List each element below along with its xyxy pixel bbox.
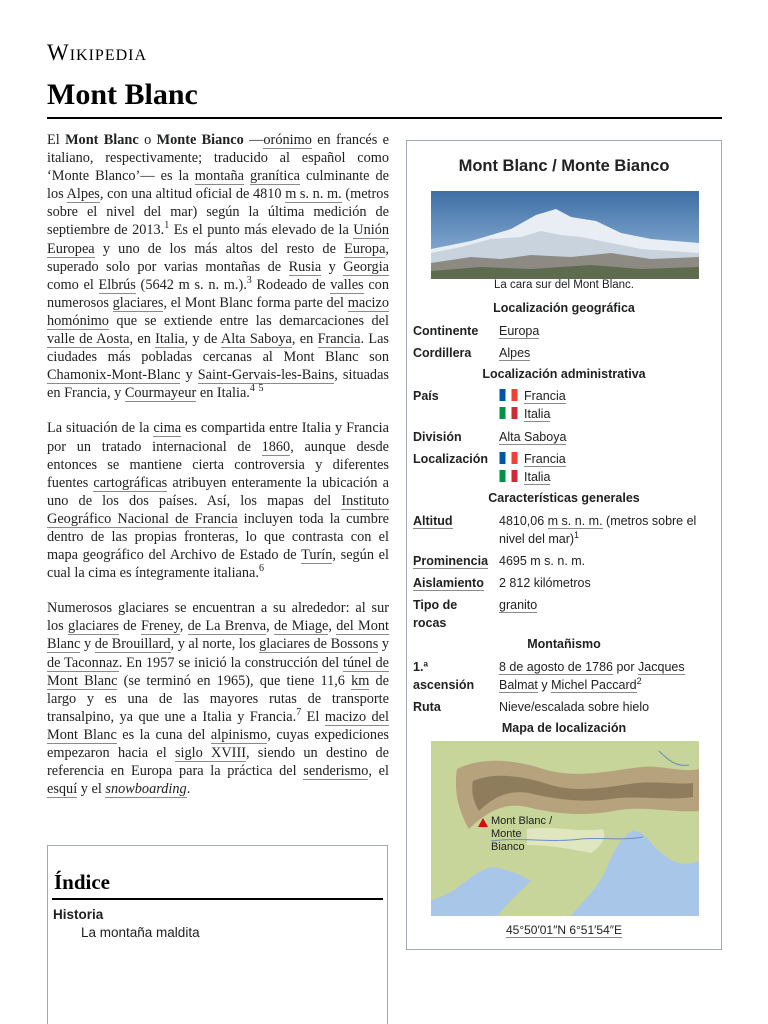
text-run: que se extiende entre las demarcaciones del [108,312,389,329]
bold-term: Monte Bianco [156,132,244,148]
text-run: y el [77,781,106,798]
paragraph-summit [47,419,389,582]
text-run: (5642 m s. n. m.). [135,276,247,293]
wiki-link[interactable]: siglo XVIII [174,745,246,761]
title-divider [47,117,722,119]
france-flag-icon [499,389,518,401]
text-run: es compartida entre Italia y Francia por un tratado internacional de [47,420,389,455]
link-alpes[interactable]: Alpes [499,346,531,360]
wiki-link[interactable]: Unión Europea [47,222,389,257]
text-run: , [179,618,188,635]
wiki-link[interactable]: de Brouillard [94,636,171,653]
label-altitud [413,512,453,530]
text-run: , y al norte, los [170,636,260,653]
link-altitud[interactable]: Altitud [413,514,453,528]
wiki-link[interactable]: de Miage [273,618,329,635]
text-run: , siendo un destino de referencia en Europa para la práctica del [47,745,389,780]
wiki-link[interactable]: Elbrús [98,276,136,293]
text-run: . En 1957 se inició la construcción del [118,654,344,671]
page-title: Mont Blanc [47,78,198,111]
text-run: (metros sobre el nivel del mar) según la última medición de septiembre de 2013. [47,186,390,239]
text-run: , el Mont Blanc forma parte del [163,294,348,311]
link-francia[interactable]: Francia [524,389,566,403]
wiki-link[interactable]: Italia [155,331,185,348]
label-localizacion: Localización [413,452,489,466]
reference-link[interactable]: 1 [164,220,170,232]
wiki-link[interactable]: Courmayeur [124,385,197,402]
wiki-link[interactable]: glaciares [112,294,164,311]
text-run: , [328,618,337,635]
paragraph-glaciers [47,599,389,798]
label-prominencia [413,552,488,570]
text-run: — [243,132,264,148]
text-run: de [118,618,141,635]
text-run: , [266,618,274,635]
text-run: , situadas en Francia, y [47,367,389,402]
text-run: Es el punto más elevado de la [169,222,354,239]
section-climb: Montañismo [527,637,601,651]
value-aislamiento: 2 812 kilómetros [499,576,591,590]
text-run: Numerosos glaciares se encuentran a su alrededor: al sur los [47,600,389,635]
wiki-link[interactable]: Instituto Geográfico Nacional de Francia [47,492,389,527]
value-cordillera [499,344,719,362]
reference-link[interactable]: 4 [249,383,255,395]
text-run: como el [47,276,99,293]
wiki-link[interactable]: Alpes [66,186,100,203]
reference-link[interactable]: 7 [296,707,302,719]
photo-caption: La cara sur del Mont Blanc. [494,279,634,291]
label-aislamiento [413,574,484,592]
text-run: , aunque desde entonces se mantiene cierta controversia y diferentes fuentes [47,438,389,491]
wiki-link[interactable]: glaciares [68,618,119,635]
wiki-link[interactable]: 1860 [261,438,291,455]
wiki-link[interactable]: Saint-Gervais-les-Bains [197,367,335,384]
wiki-link[interactable]: granítica [250,168,301,185]
wiki-link[interactable]: esquí [47,781,78,798]
text-run: El [47,132,66,148]
text-run: , y de [184,331,221,348]
paragraph-intro [47,131,389,402]
wiki-link[interactable]: Georgia [343,258,390,275]
ref-1[interactable]: 1 [574,529,580,540]
text-run: , el [368,763,389,780]
label-division: División [413,430,462,444]
label-tipo-rocas: Tipo de rocas [413,598,458,630]
wiki-link[interactable]: montaña [194,168,245,185]
wiki-link[interactable]: snowboarding [105,781,187,798]
value-ruta: Nieve/escalada sobre hielo [499,700,650,714]
wiki-link[interactable]: Turín [301,547,333,564]
value-localizacion [499,450,719,486]
link-europa[interactable]: Europa [499,324,540,338]
wiki-link[interactable]: senderismo [303,763,369,780]
label-primera-ascension: 1.ª ascensión [413,660,475,692]
italy-flag-icon [499,470,518,482]
article-body [47,131,389,815]
map-marker-label-line2: Monte [491,828,522,840]
toc-item-historia[interactable]: Historia [53,907,104,922]
wiki-link[interactable]: Freney [140,618,180,635]
link-granito[interactable]: granito [499,598,538,612]
reference-link[interactable]: 3 [246,274,252,286]
toc-divider [52,898,383,900]
text-run: (se terminó en 1965), que tiene 11,6 [117,672,352,689]
map-marker-label-line1: Mont Blanc / [491,815,553,827]
text-run: Rodeado de [251,276,331,293]
value-pais [499,387,719,423]
text-run: atribuyen enteramente la ubicación a uno de los dos países. Así, los mapas del [47,474,390,509]
text-run: o [138,132,157,148]
wiki-link[interactable]: Francia [317,331,361,348]
wiki-link[interactable]: Alta Saboya [220,331,292,348]
section-general: Características generales [488,491,640,505]
wiki-link[interactable]: de La Brenva [187,618,267,635]
link-italia-loc[interactable]: Italia [524,470,551,484]
infobox [406,140,722,950]
toc-title: Índice [54,870,111,894]
value-altitud: 4810,06 m s. n. m. (metros sobre el nivel del mar)$^1$ [499,514,697,546]
france-flag-icon [499,452,518,464]
text-run: , en [291,331,318,348]
label-cordillera: Cordillera [413,346,472,360]
link-msnm[interactable]: m s. n. m. [547,514,603,528]
ref-2[interactable]: 2 [636,675,642,686]
italy-flag-icon [499,407,518,419]
text-run: de largo y es una de las mayores rutas de transporte transalpino, ya que une a Italia y Francia. [47,672,390,725]
text-run: , con una altitud oficial de 4810 [99,186,286,203]
wiki-link[interactable]: km [351,672,370,689]
value-continente [499,322,719,340]
location-map[interactable] [431,741,699,916]
map-marker-label-line3: Bianco [491,841,525,853]
section-admin: Localización administrativa [482,367,646,381]
text-run: en francés e italiano, respectivamente; traducido al español como ‘Monte Blanco’— es la [47,132,390,185]
link-alta-saboya[interactable]: Alta Saboya [499,430,567,444]
text-run: La situación de la [47,420,154,437]
bold-term: Mont Blanc [65,132,139,148]
wiki-link[interactable]: macizo del Mont Blanc [47,708,389,743]
wiki-link[interactable]: Europa [344,240,386,257]
value-primera-ascension: 8 de agosto de 1786 por Jacques Balmat y Michel Paccard$^2$ [499,660,685,692]
wiki-link[interactable]: del Mont Blanc [47,618,389,653]
toc-item-montana-maldita[interactable]: La montaña maldita [81,925,200,940]
wiki-link[interactable]: Rusia [288,258,322,275]
text-run: y uno de los más altos del resto de [94,240,345,257]
wiki-link[interactable]: macizo homónimo [47,294,390,329]
text-run: y [180,367,198,384]
wiki-link[interactable]: cartográficas [93,474,168,491]
wiki-link[interactable]: orónimo [263,132,312,148]
label-pais: País [413,389,439,403]
text-run: , superado solo por varias montañas de [47,240,389,275]
text-run: con numerosos [47,276,389,311]
mountain-photo[interactable] [431,191,699,279]
link-aislamiento[interactable]: Aislamiento [413,576,484,590]
link-jacques-balmat[interactable]: Jacques Balmat [499,660,685,692]
wiki-link[interactable]: de Taconnaz [47,654,119,671]
text-run: , según el cual la cima es íntegramente italiana. [47,547,389,582]
link-michel-paccard[interactable]: Michel Paccard [551,678,637,692]
wiki-link[interactable]: cima [153,420,182,437]
text-run: , en [129,331,156,348]
wiki-link[interactable]: alpinismo [210,726,268,743]
link-prominencia[interactable]: Prominencia [413,554,489,568]
text-run: y [321,258,344,275]
link-italia[interactable]: Italia [524,407,551,421]
text-run: es la cuna del [116,726,211,743]
wiki-link[interactable]: glaciares de Bossons [259,636,379,653]
wiki-link[interactable]: m s. n. m. [285,186,342,203]
text-run: en Italia. [196,385,250,402]
section-map: Mapa de localización [501,721,627,735]
wiki-link[interactable]: túnel de Mont Blanc [47,654,390,689]
table-of-contents [47,845,388,1024]
section-geo: Localización geográfica [493,301,635,315]
wiki-link[interactable]: Chamonix-Mont-Blanc [47,367,181,384]
link-francia-loc[interactable]: Francia [524,452,566,466]
coordinates[interactable]: 45°50′01″N 6°51′54″E [505,923,622,937]
wiki-link[interactable]: valles [330,276,364,293]
text-run: , cuyas expediciones empezaron hacia el [47,726,389,761]
wikipedia-logo[interactable]: Wikipedia [47,40,148,65]
text-run: . [186,781,191,798]
infobox-title: Mont Blanc / Monte Bianco [458,157,670,175]
text-run: El [301,708,325,725]
reference-link[interactable]: 5 [258,383,264,395]
label-ruta: Ruta [413,700,441,714]
text-run: . Las ciudades más pobladas cercanas al Mont Blanc son [47,331,389,366]
text-run: y [80,636,95,653]
text-run: culminante de los [47,168,390,203]
text-run: y [378,636,389,653]
value-prominencia: 4695 m s. n. m. [499,554,586,568]
link-fecha-ascension[interactable]: 8 de agosto de 1786 [499,660,613,674]
wiki-link[interactable]: valle de Aosta [47,331,130,348]
label-continente: Continente [413,324,479,338]
value-rocas [499,596,719,614]
reference-link[interactable]: 6 [258,563,264,575]
value-division [499,428,719,446]
text-run: incluyen toda la cumbre dentro de las propias fronteras, lo que contrasta con el mapa geográfico del Archivo de Estado de [47,510,389,564]
